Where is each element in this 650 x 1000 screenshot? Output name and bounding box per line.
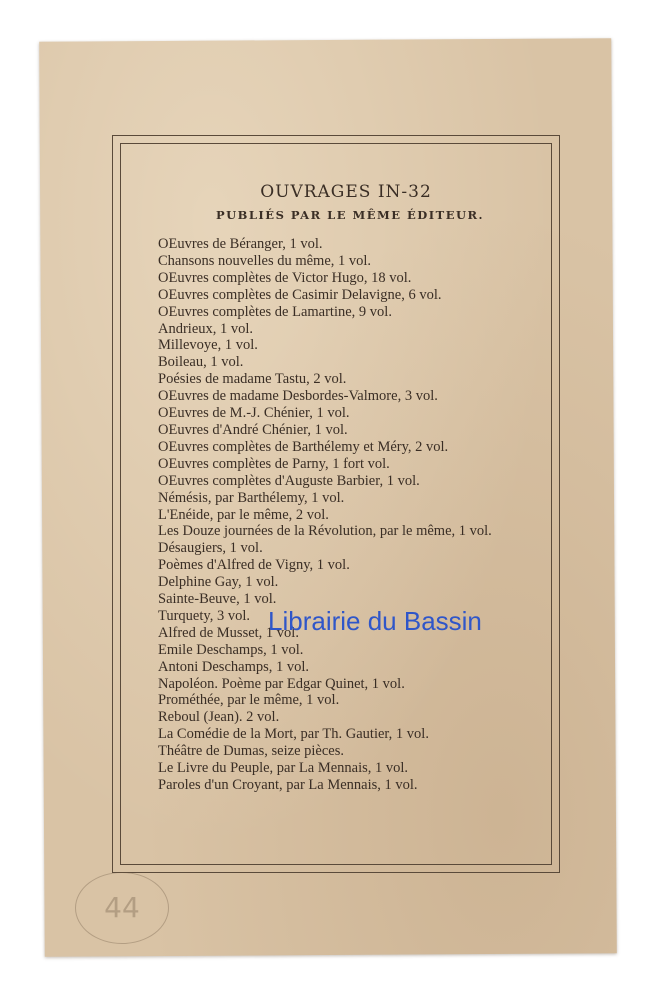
list-item: Napoléon. Poème par Edgar Quinet, 1 vol. [158, 675, 405, 692]
list-item: OEuvres de Béranger, 1 vol. [158, 236, 323, 252]
list-item: L'Enéide, par le même, 2 vol. [158, 506, 329, 523]
book-list [150, 236, 530, 794]
list-item: OEuvres de madame Desbordes-Valmore, 3 vol. [158, 388, 438, 405]
list-item: Chansons nouvelles du même, 1 vol. [158, 252, 372, 269]
inventory-stamp: 44 [75, 872, 169, 944]
list-item: OEuvres de M.-J. Chénier, 1 vol. [158, 405, 350, 422]
list-item: Sainte-Beuve, 1 vol. [158, 591, 277, 608]
list-item: Delphine Gay, 1 vol. [158, 574, 279, 591]
list-item: Poèmes d'Alfred de Vigny, 1 vol. [158, 557, 350, 574]
list-item: Millevoye, 1 vol. [158, 337, 258, 354]
list-item: Reboul (Jean). 2 vol. [158, 709, 280, 726]
list-item: OEuvres complètes de Parny, 1 fort vol. [158, 455, 390, 472]
list-item: Prométhée, par le même, 1 vol. [158, 692, 340, 709]
list-item: Le Livre du Peuple, par La Mennais, 1 vol. [158, 760, 409, 777]
list-item: OEuvres complètes de Casimir Delavigne, 6 vol. [158, 286, 442, 303]
list-item: Andrieux, 1 vol. [158, 320, 254, 337]
page-title: OUVRAGES IN-32 [260, 182, 432, 202]
list-item: OEuvres complètes d'Auguste Barbier, 1 vol. [158, 472, 420, 489]
list-item: Turquety, 3 vol. [158, 607, 250, 624]
list-item: Némésis, par Barthélemy, 1 vol. [158, 489, 345, 506]
list-item: Emile Deschamps, 1 vol. [158, 641, 304, 658]
list-item: Paroles d'un Croyant, par La Mennais, 1 vol. [158, 777, 418, 793]
list-item: OEuvres complètes de Victor Hugo, 18 vol. [158, 269, 412, 286]
watermark: Librairie du Bassin [268, 606, 482, 636]
list-item: OEuvres d'André Chénier, 1 vol. [158, 421, 348, 438]
list-item: La Comédie de la Mort, par Th. Gautier, 1 vol. [158, 726, 429, 743]
list-item: Antoni Deschamps, 1 vol. [158, 658, 310, 675]
catalog-page [150, 182, 530, 794]
list-item: Boileau, 1 vol. [158, 354, 244, 371]
list-item: Les Douze journées de la Révolution, par le même, 1 vol. [158, 523, 492, 540]
list-item: Alfred de Musset, 1 vol. [158, 624, 299, 641]
list-item: Désaugiers, 1 vol. [158, 540, 263, 557]
list-item: OEuvres complètes de Lamartine, 9 vol. [158, 303, 392, 320]
list-item: Poésies de madame Tastu, 2 vol. [158, 371, 347, 388]
page-subtitle: PUBLIÉS PAR LE MÊME ÉDITEUR. [215, 208, 485, 222]
list-item: Théâtre de Dumas, seize pièces. [158, 743, 344, 760]
list-item: OEuvres complètes de Barthélemy et Méry, 2 vol. [158, 438, 449, 455]
